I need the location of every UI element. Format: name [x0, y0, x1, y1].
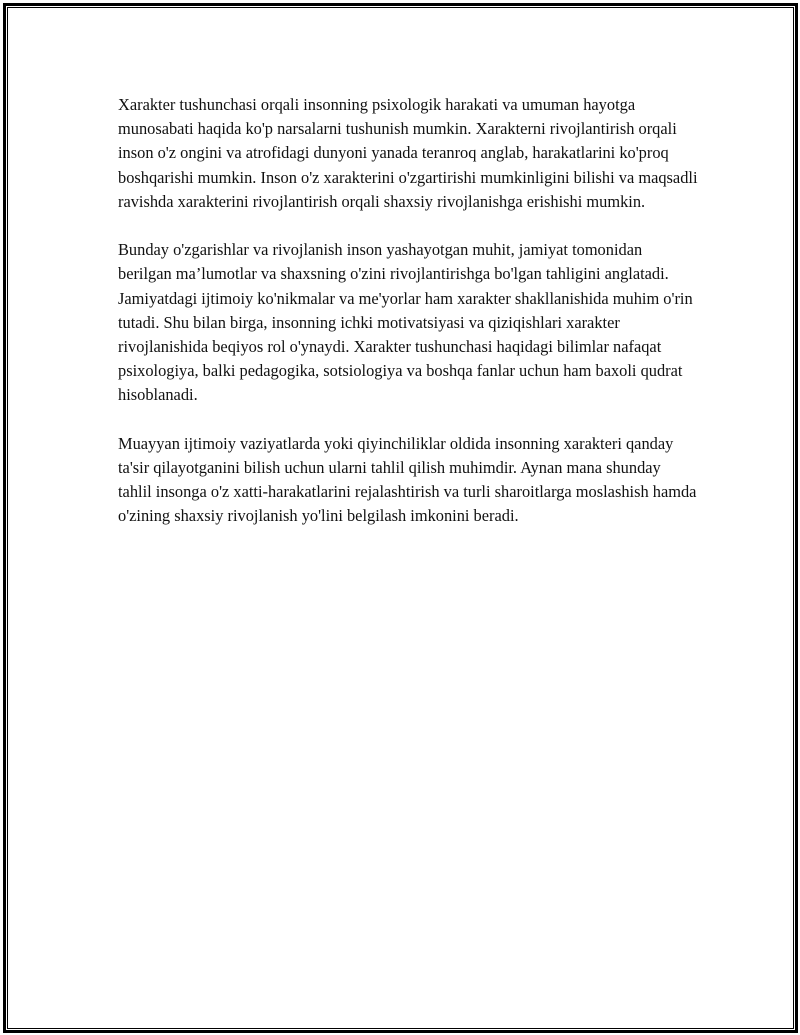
paragraph-2: Bunday o'zgarishlar va rivojlanish inson yashayotgan muhit, jamiyat tomonidan berilgan ma’lumotlar va shaxsning o'zini rivojlantirishga bo'lgan tahligini anglatadi. Jamiyatdagi ijtimoiy ko'nikmalar va me'yorlar ham xarakter shakllanishida muhim o'rin tutadi. Shu bilan birga, insonning ichki motivatsiyasi va qiziqishlari xarakter rivojlanishida beqiyos rol o'ynaydi. Xarakter tushunchasi haqidagi bilimlar nafaqat psixologiya, balki pedagogika, sotsiologiya va boshqa fanlar uchun ham baxoli qudrat hisoblanadi. — [118, 240, 693, 405]
paragraph-3: Muayyan ijtimoiy vaziyatlarda yoki qiyinchiliklar oldida insonning xarakteri qanday ta'sir qilayotganini bilish uchun ularni tahlil qilish muhimdir. Aynan mana shunday tahlil insonga o'z xatti-harakatlarini rejalashtirish va turli sharoitlarga moslashish hamda o'zining shaxsiy rivojlanish yo'lini belgilash imkonini beradi. — [118, 433, 697, 526]
paragraph-1: Xarakter tushunchasi orqali insonning psixologik harakati va umuman hayotga munosabati haqida ko'p narsalarni tushunish mumkin. Xarakterni rivojlantirish orqali inson o'z ongini va atrofidagi dunyoni yanada teranroq anglab, harakatlarini ko'proq boshqarishi mumkin. Inson o'z xarakterini o'zgartirishi mumkinligini bilishi va maqsadli ravishda xarakterini rivojlantirish orqali shaxsiy rivojlanishga erishishi mumkin. — [118, 95, 698, 211]
document-body — [118, 93, 698, 553]
